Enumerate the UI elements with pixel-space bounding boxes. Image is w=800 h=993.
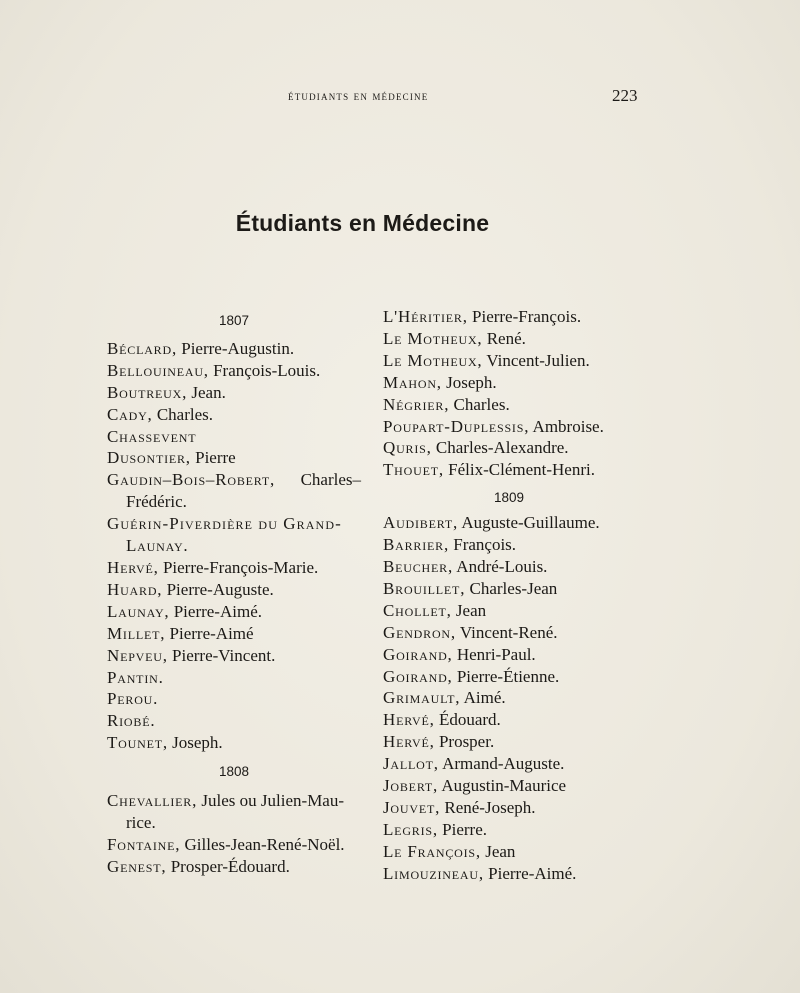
list-item: Gendron, Vincent-René. xyxy=(383,622,558,642)
list-item: Riobé. xyxy=(107,711,156,731)
year-heading-1809: 1809 xyxy=(493,490,525,506)
list-item: Le François, Jean xyxy=(383,841,516,861)
running-head xyxy=(0,86,800,109)
list-item: Legris, Pierre. xyxy=(383,819,487,839)
list-item: Négrier, Charles. xyxy=(383,394,510,414)
list-item: Nepveu, Pierre-Vincent. xyxy=(107,645,276,665)
list-item: Hervé, Pierre-François-Marie. xyxy=(107,557,319,577)
list-item: L'Héritier, Pierre-François. xyxy=(383,307,582,326)
list-item: Cady, Charles. xyxy=(107,404,214,424)
list-item: Gaudin–Bois–Robert, Charles– Frédéric. xyxy=(107,470,361,512)
list-item: Launay, Pierre-Aimé. xyxy=(107,601,262,621)
list-item: Chollet, Jean xyxy=(383,600,487,620)
list-item: Dusontier, Pierre xyxy=(107,448,236,468)
running-title: étudiants en médecine xyxy=(288,89,429,103)
list-item: Jouvet, René-Joseph. xyxy=(383,797,536,817)
year-heading-1808: 1808 xyxy=(218,764,250,780)
list-item: Guérin-Piverdière du Grand- Launay. xyxy=(107,514,342,556)
page-title: Étudiants en Médecine xyxy=(235,210,490,236)
page-number: 223 xyxy=(612,86,638,105)
list-item: Pantin. xyxy=(107,667,164,687)
list-item: Jobert, Augustin-Maurice xyxy=(383,776,567,796)
list-item: Le Motheux, René. xyxy=(383,328,526,348)
list-item: Brouillet, Charles-Jean xyxy=(383,578,558,598)
list-item: Barrier, François. xyxy=(383,535,517,555)
list-item: Goirand, Pierre-Étienne. xyxy=(383,666,560,686)
left-column xyxy=(107,306,361,878)
list-item: Chassevent xyxy=(107,426,197,446)
list-item: Grimault, Aimé. xyxy=(383,688,506,708)
list-item: Thouet, Félix-Clément-Henri. xyxy=(383,460,595,480)
list-item: Le Motheux, Vincent-Julien. xyxy=(383,350,590,370)
list-item: Tounet, Joseph. xyxy=(107,733,223,753)
list-item: Hervé, Prosper. xyxy=(383,732,495,752)
list-item: Audibert, Auguste-Guillaume. xyxy=(383,513,600,533)
list-item: Poupart-Duplessis, Ambroise. xyxy=(383,416,604,436)
list-item: Boutreux, Jean. xyxy=(107,382,226,402)
list-item: Hervé, Édouard. xyxy=(383,710,501,730)
list-item: Fontaine, Gilles-Jean-René-Noël. xyxy=(107,834,345,854)
right-column xyxy=(383,306,635,885)
list-item: Quris, Charles-Alexandre. xyxy=(383,438,569,458)
list-item: Bellouineau, François-Louis. xyxy=(107,360,321,380)
list-item: Mahon, Joseph. xyxy=(383,372,497,392)
list-item: Chevallier, Jules ou Julien-Mau- rice. xyxy=(107,791,345,832)
list-item: Millet, Pierre-Aimé xyxy=(107,623,254,643)
list-item: Perou. xyxy=(107,689,159,709)
list-item: Jallot, Armand-Auguste. xyxy=(383,754,565,774)
list-item: Goirand, Henri-Paul. xyxy=(383,644,536,664)
list-item: Genest, Prosper-Édouard. xyxy=(107,856,290,876)
list-item: Béclard, Pierre-Augustin. xyxy=(107,338,295,358)
list-item: Limouzineau, Pierre-Aimé. xyxy=(383,863,577,883)
year-heading-1807: 1807 xyxy=(218,313,250,328)
list-item: Beucher, André-Louis. xyxy=(383,556,548,576)
list-item: Huard, Pierre-Auguste. xyxy=(107,579,274,599)
